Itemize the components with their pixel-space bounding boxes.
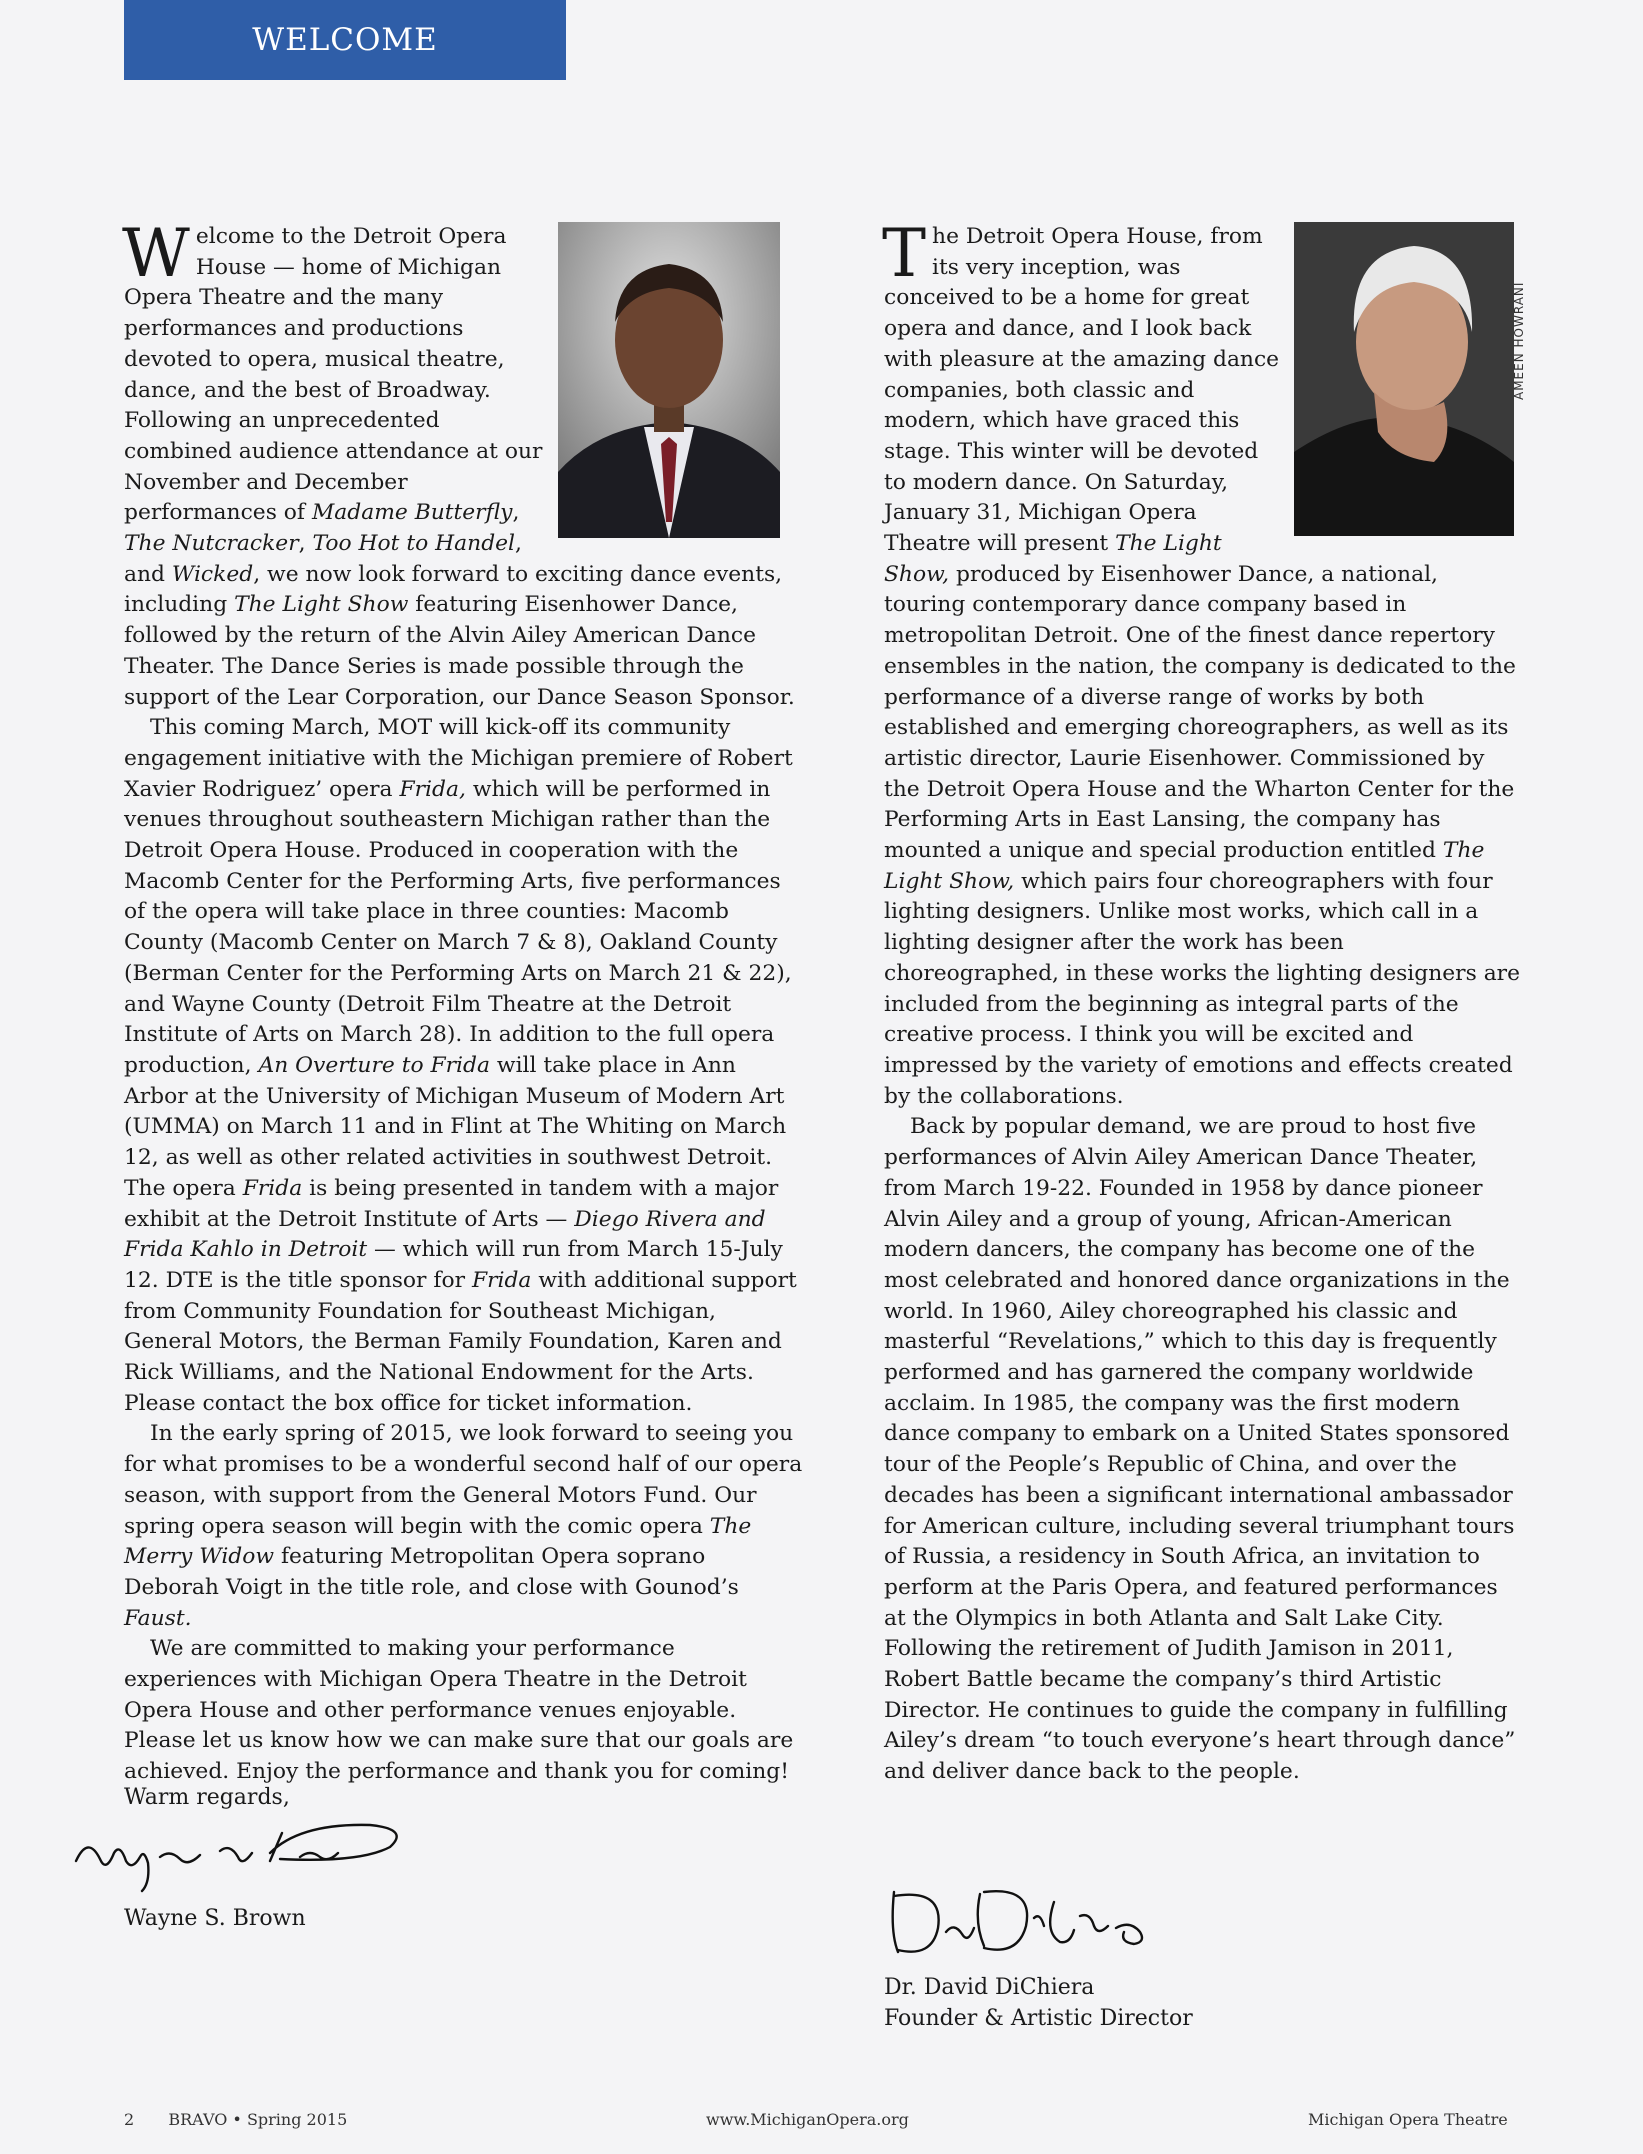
left-paragraph-2: This coming March, MOT will kick-off its community engagement initiative with the Michigan premiere of Robert Xavier Rodriguez’ opera Frida, which will be performed in venues throughout southeastern Michigan rather than the Detroit Opera House. Produced in cooperation with the Macomb Center for the Performing Arts, five performances of the opera will take place in three counties: Macomb County (Macomb Center on March 7 & 8), Oakland County (Berman Center for the Performing Arts on March 21 & 22), and Wayne County (Detroit Film Theatre at the Detroit Institute of Arts on March 28). In addition to the full opera production, An Overture to Frida will take place in Ann Arbor at the University of Michigan Museum of Modern Art (UMMA) on March 11 and in Flint at The Whiting on March 12, as well as other related activities in southwest Detroit. The opera Frida is being presented in tandem with a major exhibit at the Detroit Institute of Arts — Diego Rivera and Frida Kahlo in Detroit — which will run from March 15-July 12. DTE is the title sponsor for Frida with additional support from Community Foundation for Southeast Michigan, General Motors, the Berman Family Foundation, Karen and Rick Williams, and the National Endowment for the Arts. Please contact the box office for ticket information. [124, 715, 797, 1416]
signer-name-right: Dr. David DiChiera [884, 1975, 1095, 2000]
issue-label: BRAVO • Spring 2015 [168, 2110, 348, 2129]
right-paragraph-2: Back by popular demand, we are proud to host five performances of Alvin Ailey American Dance Theater, from March 19-22. Founded in 1958 by dance pioneer Alvin Ailey and a group of young, African-American modern dancers, the company has become one of the most celebrated and honored dance organizations in the world. In 1960, Ailey choreographed his classic and masterful “Revelations,” which to this day is frequently performed and has garnered the company worldwide acclaim. In 1985, the company was the first modern dance company to embark on a United States sponsored tour of the People’s Republic of China, and over the decades has been a significant international ambassador for American culture, including several triumphant tours of Russia, a residency in South Africa, an invitation to perform at the Paris Opera, and featured performances at the Olympics in both Atlanta and Salt Lake City. Following the retirement of Judith Jamison in 2011, Robert Battle became the company’s third Artistic Director. He continues to guide the company in fulfilling Ailey’s dream “to touch everyone’s heart through dance” and deliver dance back to the people. [884, 1114, 1516, 1785]
footer-left [124, 2110, 347, 2129]
dropcap: T [882, 215, 927, 292]
footer-url: www.MichiganOpera.org [706, 2110, 909, 2129]
page-number: 2 [124, 2110, 135, 2129]
footer-org: Michigan Opera Theatre [1308, 2110, 1508, 2129]
right-column [882, 215, 1524, 1788]
left-paragraph-4: We are committed to making your performance experiences with Michigan Opera Theatre in the Detroit Opera House and other performance venues enjoyable. Please let us know how we can make sure that our goals are achieved. Enjoy the performance and thank you for coming! [124, 1636, 794, 1785]
section-title: WELCOME [252, 22, 438, 58]
signer-title-right: Founder & Artistic Director [884, 2006, 1193, 2031]
left-column [122, 215, 804, 1788]
section-banner [124, 0, 566, 80]
right-signoff [884, 1872, 1193, 2034]
portrait-wayne-brown [558, 222, 780, 538]
signature-david-dichiera [884, 1872, 1164, 1972]
signer-name-left: Wayne S. Brown [124, 1906, 306, 1931]
left-paragraph-1: Welcome to the Detroit Opera House — home of Michigan Opera Theatre and the many performances and productions devoted to opera, musical theatre, dance, and the best of Broadway. Following an unprecedented combined audience attendance at our November and December performances of Madame Butterfly, The Nutcracker, Too Hot to Handel, and Wicked, we now look forward to exciting dance events, including The Light Show featuring Eisenhower Dance, followed by the return of the Alvin Ailey American Dance Theater. The Dance Series is made possible through the support of the Lear Corporation, our Dance Season Sponsor. [122, 215, 795, 710]
right-paragraph-1: The Detroit Opera House, from its very inception, was conceived to be a home for great opera and dance, and I look back with pleasure at the amazing dance companies, both classic and modern, which have graced this stage. This winter will be devoted to modern dance. On Saturday, January 31, Michigan Opera Theatre will present The Light Show, produced by Eisenhower Dance, a national, touring contemporary dance company based in metropolitan Detroit. One of the finest dance repertory ensembles in the nation, the company is dedicated to the performance of a diverse range of works by both established and emerging choreographers, as well as its artistic director, Laurie Eisenhower. Commissioned by the Detroit Opera House and the Wharton Center for the Performing Arts in East Lansing, the company has mounted a unique and special production entitled The Light Show, which pairs four choreographers with four lighting designers. Unlike most works, which call in a lighting designer after the work has been choreographed, in these works the lighting designers are included from the beginning as integral parts of the creative process. I think you will be excited and impressed by the variety of emotions and effects created by the collaborations. [882, 215, 1521, 1109]
left-signoff [124, 1782, 410, 1934]
dropcap: W [122, 215, 190, 292]
portrait-david-dichiera [1294, 222, 1514, 536]
closing-text: Warm regards, [124, 1785, 290, 1810]
left-paragraph-3: In the early spring of 2015, we look forward to seeing you for what promises to be a wonderful second half of our opera season, with support from the General Motors Fund. Our spring opera season will begin with the comic opera The Merry Widow featuring Metropolitan Opera soprano Deborah Voigt in the title role, and close with Gounod’s Faust. [124, 1421, 803, 1631]
photo-credit: AMEEN HOWRANI [1512, 281, 1526, 400]
signature-wayne-brown [70, 1813, 410, 1903]
